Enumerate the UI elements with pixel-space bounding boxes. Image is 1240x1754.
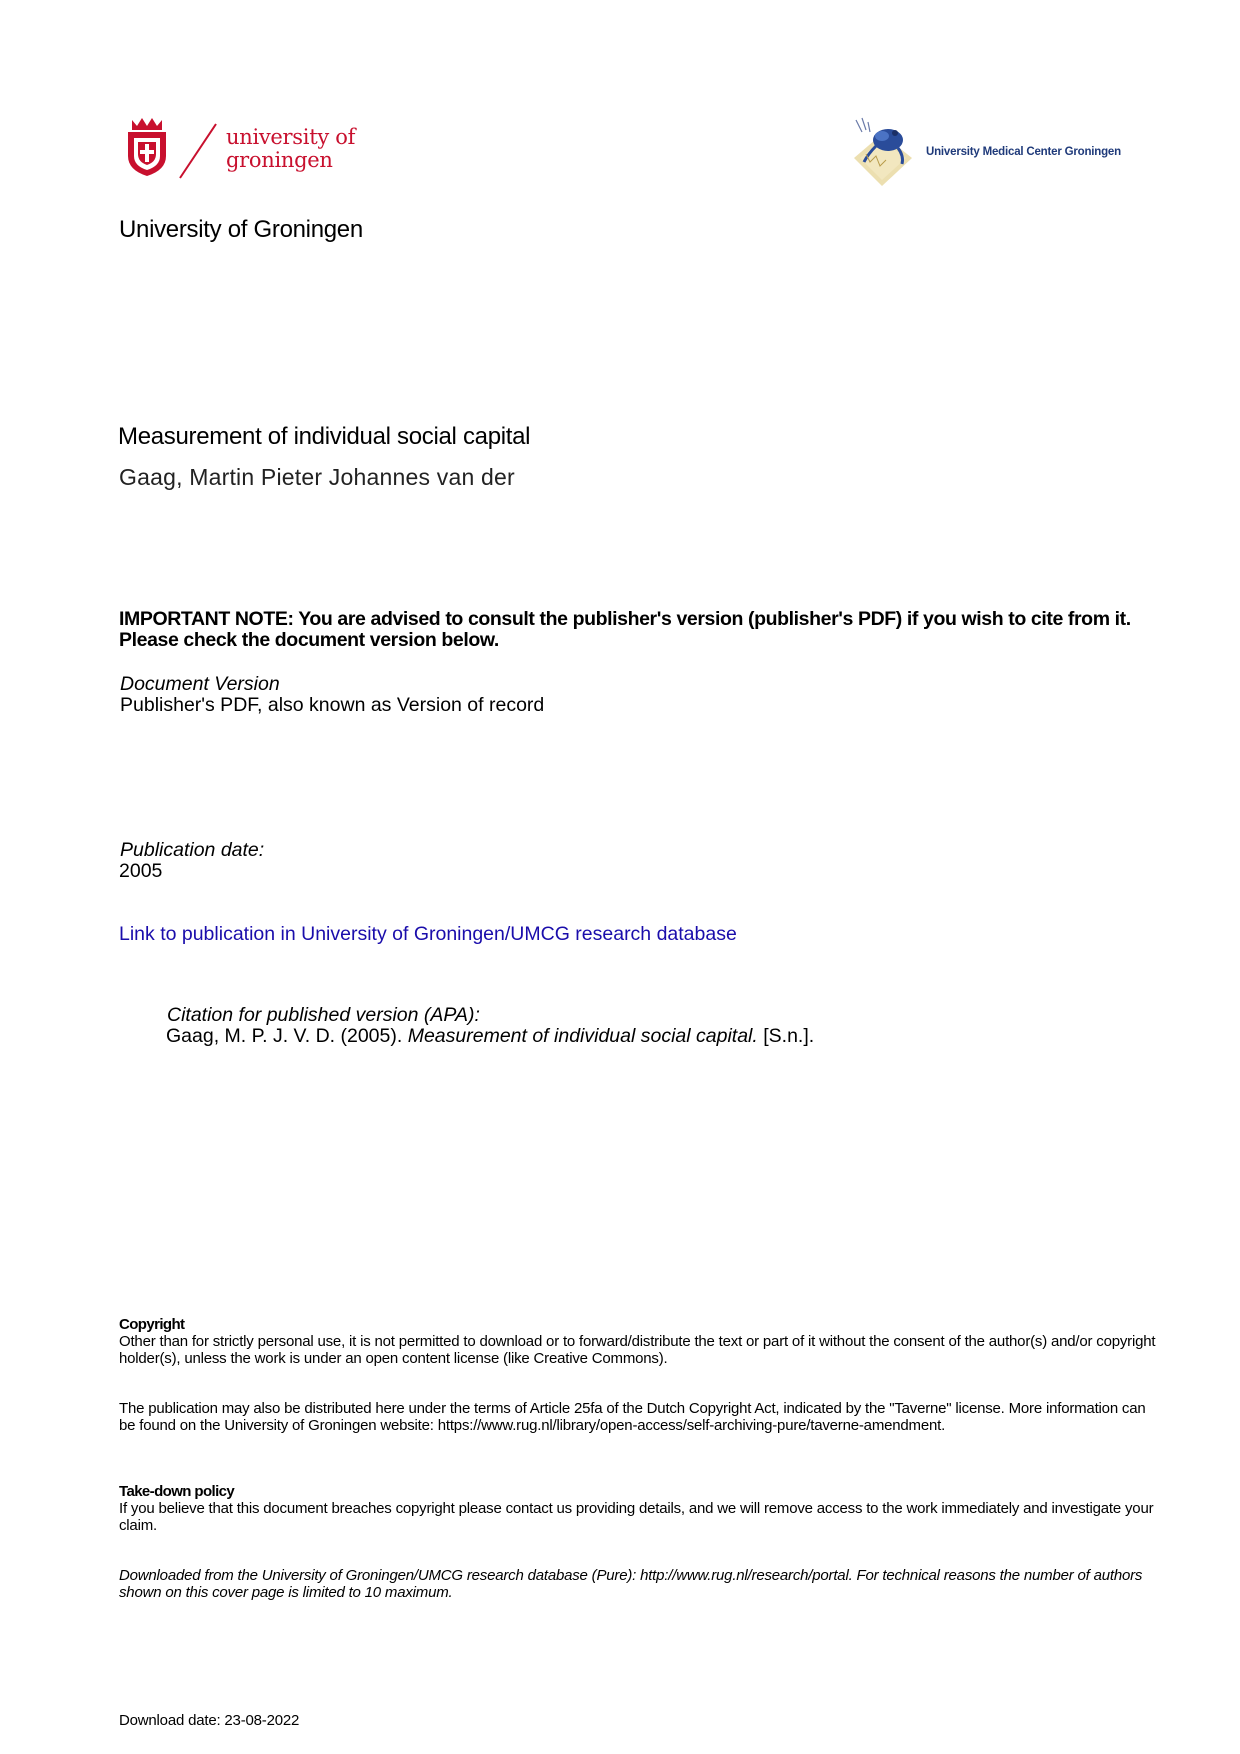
logo-text-line-1: university of xyxy=(226,125,356,149)
umcg-name: University Medical Center Groningen xyxy=(926,146,1121,158)
important-note: IMPORTANT NOTE: You are advised to consult the publisher's version (publisher's PDF) if you wish to cite from it. Please check the document version below. xyxy=(119,608,1131,651)
publication-author: Gaag, Martin Pieter Johannes van der xyxy=(119,464,515,490)
publication-date-value: 2005 xyxy=(119,860,163,882)
divider-slash xyxy=(176,122,220,180)
institution-name: University of Groningen xyxy=(119,216,363,243)
publication-title: Measurement of individual social capital xyxy=(118,423,531,450)
citation-title: Measurement of individual social capital. xyxy=(407,1025,758,1047)
publication-date-label: Publication date: xyxy=(120,839,265,861)
crest-icon xyxy=(124,116,170,178)
copyright-text: Other than for strictly personal use, it is not permitted to download or to forward/distribute the text or part of it without the consent of the author(s) and/or copyright holder(s), unless the work is under an open content license (like Creative Commons). xyxy=(119,1333,1156,1367)
citation-publisher: [S.n.]. xyxy=(757,1025,815,1047)
document-version-label: Document Version xyxy=(120,673,280,695)
takedown-text: If you believe that this document breaches copyright please contact us providing details, and we will remove access to the work immediately and investigate your claim. xyxy=(119,1500,1154,1534)
takedown-heading: Take-down policy xyxy=(119,1483,235,1500)
university-of-groningen-logo xyxy=(124,116,364,182)
taverne-text: The publication may also be distributed here under the terms of Article 25fa of the Dutch Copyright Act, indicated by the "Taverne" license. More information can be found on the University of Groningen website: https://www.rug.nl/library/open-access/self-archiving-pure/taverne-amendment. xyxy=(119,1400,1146,1434)
logo-text-line-2: groningen xyxy=(226,148,333,172)
download-date: Download date: 23-08-2022 xyxy=(119,1712,300,1729)
citation-authors-year: Gaag, M. P. J. V. D. (2005). xyxy=(166,1025,408,1047)
copyright-heading: Copyright xyxy=(119,1316,185,1333)
downloaded-from-text: Downloaded from the University of Groningen/UMCG research database (Pure): http://www.rug.nl/research/portal. For technical reasons the number of authors shown on this cover page is limited to 10 maximum. xyxy=(119,1567,1143,1601)
publication-link[interactable]: Link to publication in University of Groningen/UMCG research database xyxy=(119,923,737,945)
frog-emblem-icon xyxy=(848,114,918,188)
citation-value xyxy=(166,1025,814,1048)
citation-label: Citation for published version (APA): xyxy=(167,1004,480,1026)
umcg-logo xyxy=(848,114,1128,190)
document-version-value: Publisher's PDF, also known as Version of record xyxy=(120,694,545,716)
